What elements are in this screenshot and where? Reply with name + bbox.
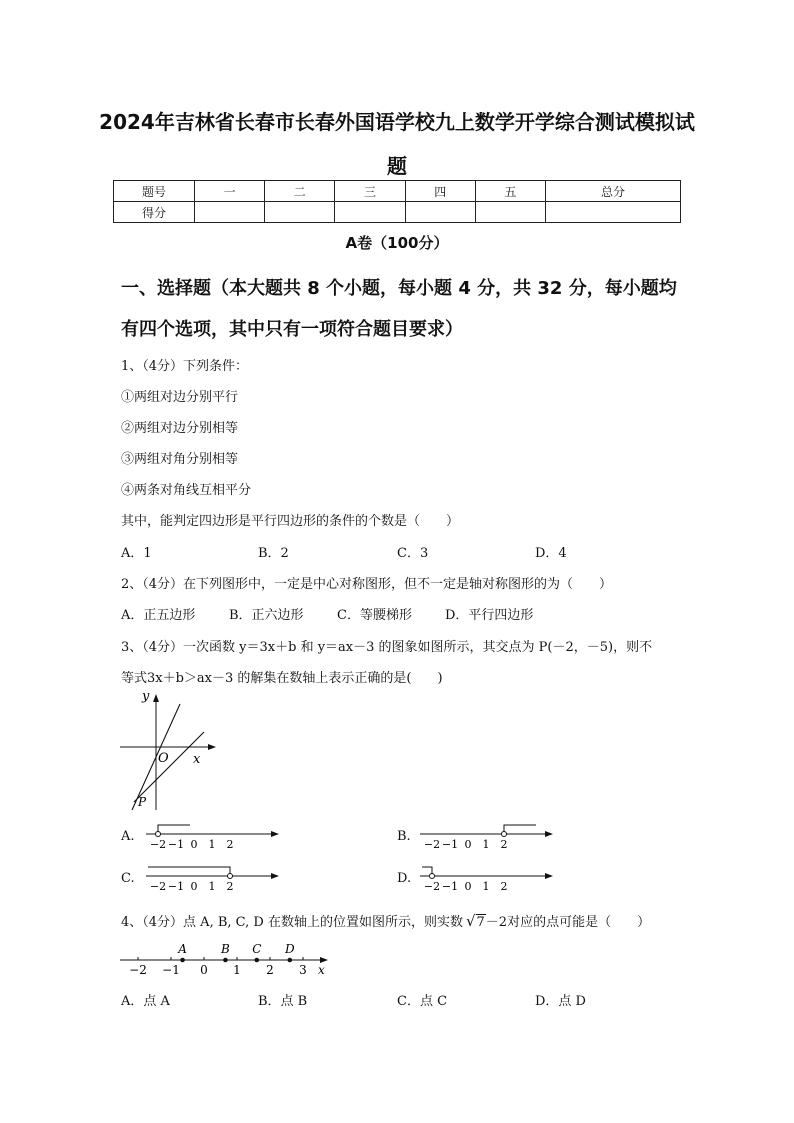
solution-ray <box>504 825 536 834</box>
graph-y-label: y <box>142 689 150 704</box>
tick-label: −1 <box>441 880 459 893</box>
score-blank[interactable] <box>335 202 405 223</box>
graph-origin-label: O <box>158 751 169 766</box>
tick-label: −2 <box>149 880 167 893</box>
q3-stem-line2: 等式3x＋b＞ax－3 的解集在数轴上表示正确的是( ) <box>121 671 443 686</box>
graph-x-label: x <box>193 752 201 767</box>
tick-label: 0 <box>464 838 472 851</box>
q1-question: 其中，能判定四边形是平行四边形的条件的个数是（ ） <box>121 514 460 529</box>
section1-heading-line2: 有四个选项，其中只有一项符合题目要求） <box>121 319 463 340</box>
score-cell: 二 <box>265 181 335 202</box>
tick-label: −2 <box>423 880 441 893</box>
q2-choice-a[interactable]: A．正五边形 <box>121 608 196 623</box>
sqrt-expression <box>466 912 486 930</box>
score-table-score-row <box>114 202 681 223</box>
q4-choice-c[interactable]: C．点 C <box>397 994 448 1009</box>
graph-point-p-label: P <box>138 795 147 809</box>
q2-stem: 2、（4分）在下列图形中，一定是中心对称图形，但不一定是轴对称图形的为（ ） <box>121 577 613 592</box>
open-endpoint <box>502 832 507 837</box>
score-cell: 总分 <box>546 181 681 202</box>
tick-label: −2 <box>129 963 147 977</box>
open-endpoint <box>430 874 435 879</box>
q1-condition-2: ②两组对边分别相等 <box>121 421 239 436</box>
q3-choice-b[interactable]: B. <box>397 829 411 844</box>
solution-ray <box>158 825 190 834</box>
point-a <box>180 958 185 963</box>
tick-label: 2 <box>266 963 274 977</box>
tick-label: 2 <box>226 838 234 851</box>
point-label-b: B <box>221 942 230 956</box>
q3-function-graph <box>118 688 218 813</box>
q3-number-line-c[interactable] <box>144 864 284 894</box>
q1-choice-a[interactable]: A．1 <box>121 546 152 561</box>
tick-label: −1 <box>167 880 185 893</box>
sqrt-sign-icon: √ <box>465 912 476 930</box>
score-cell: 题号 <box>114 181 195 202</box>
tick-label: 0 <box>464 880 472 893</box>
tick-label: 1 <box>208 880 216 893</box>
tick-label: −1 <box>162 963 180 977</box>
q1-choice-b[interactable]: B．2 <box>258 546 289 561</box>
point-d <box>288 958 293 963</box>
doc-title-line2: 题 <box>387 154 407 178</box>
score-cell: 一 <box>195 181 265 202</box>
axis-x-label: x <box>318 963 325 977</box>
q1-condition-3: ③两组对角分别相等 <box>121 452 239 467</box>
q3-number-line-d[interactable] <box>418 864 558 894</box>
tick-label: −2 <box>149 838 167 851</box>
q4-stem-post: 对应的点可能是（ ） <box>507 915 651 930</box>
q4-stem-minus: －2 <box>485 915 508 930</box>
sqrt-radicand: 7 <box>476 915 485 930</box>
tick-label: −2 <box>423 838 441 851</box>
q4-choice-a[interactable]: A．点 A <box>121 994 170 1009</box>
q3-choice-d[interactable]: D. <box>397 871 412 886</box>
q4-stem <box>121 911 650 930</box>
q4-choice-b[interactable]: B．点 B <box>258 994 308 1009</box>
q4-stem-pre: 4、（4分）点 A, B, C, D 在数轴上的位置如图所示，则实数 <box>121 915 463 930</box>
tick-label: 2 <box>500 880 508 893</box>
tick-label: 1 <box>482 880 490 893</box>
axis-arrow-icon <box>545 831 553 837</box>
point-c <box>255 958 260 963</box>
tick-label: 2 <box>500 838 508 851</box>
graph-line-ax-minus-3 <box>134 732 204 802</box>
tick-label: 2 <box>226 880 234 893</box>
score-cell: 四 <box>405 181 475 202</box>
score-cell: 得分 <box>114 202 195 223</box>
q4-choice-d[interactable]: D．点 D <box>535 994 586 1009</box>
q1-condition-4: ④两条对角线互相平分 <box>121 483 252 498</box>
point-label-c: C <box>252 942 262 956</box>
score-blank[interactable] <box>405 202 475 223</box>
point-label-d: D <box>284 942 295 956</box>
tick-label: 1 <box>482 838 490 851</box>
q1-choice-d[interactable]: D．4 <box>535 546 567 561</box>
q2-choice-b[interactable]: B．正六边形 <box>229 608 304 623</box>
paper-a-heading: A卷（100分） <box>345 234 449 252</box>
graph-y-arrow <box>153 694 159 702</box>
axis-arrow-icon <box>545 873 553 879</box>
score-blank[interactable] <box>475 202 545 223</box>
score-blank[interactable] <box>265 202 335 223</box>
solution-ray <box>148 867 230 876</box>
q3-stem-line1: 3、（4分）一次函数 y＝3x＋b 和 y＝ax－3 的图象如图所示，其交点为 P(－2，－5)，则不 <box>121 640 653 655</box>
tick-label: −1 <box>441 838 459 851</box>
q4-number-line <box>118 938 338 980</box>
tick-label: 3 <box>299 963 307 977</box>
tick-label: 0 <box>190 880 198 893</box>
tick-label: 1 <box>233 963 241 977</box>
point-label-a: A <box>178 942 187 956</box>
tick-label: 1 <box>208 838 216 851</box>
score-table <box>113 180 681 223</box>
point-b <box>223 958 228 963</box>
section1-heading-line1: 一、选择题（本大题共 8 个小题，每小题 4 分，共 32 分，每小题均 <box>121 278 677 299</box>
tick-label: −1 <box>167 838 185 851</box>
q1-stem: 1、（4分）下列条件： <box>121 359 249 374</box>
q3-number-line-b[interactable] <box>418 822 558 852</box>
doc-title-line1: 2024年吉林省长春市长春外国语学校九上数学开学综合测试模拟试 <box>99 110 695 134</box>
q3-choice-c[interactable]: C. <box>121 871 135 886</box>
q3-choice-a[interactable]: A. <box>121 829 135 844</box>
q2-choice-d[interactable]: D．平行四边形 <box>445 608 534 623</box>
q3-number-line-a[interactable] <box>144 822 284 852</box>
open-endpoint <box>156 832 161 837</box>
axis-arrow-icon <box>271 831 279 837</box>
axis-arrow-icon <box>271 873 279 879</box>
q1-condition-1: ①两组对边分别平行 <box>121 390 239 405</box>
graph-x-arrow <box>208 744 216 750</box>
score-blank[interactable] <box>195 202 265 223</box>
score-cell: 五 <box>475 181 545 202</box>
open-endpoint <box>228 874 233 879</box>
score-table-header-row <box>114 181 681 202</box>
q1-choice-c[interactable]: C．3 <box>397 546 429 561</box>
score-blank[interactable] <box>546 202 681 223</box>
q2-choice-c[interactable]: C．等腰梯形 <box>337 608 412 623</box>
score-cell: 三 <box>335 181 405 202</box>
tick-label: 0 <box>200 963 208 977</box>
tick-label: 0 <box>190 838 198 851</box>
